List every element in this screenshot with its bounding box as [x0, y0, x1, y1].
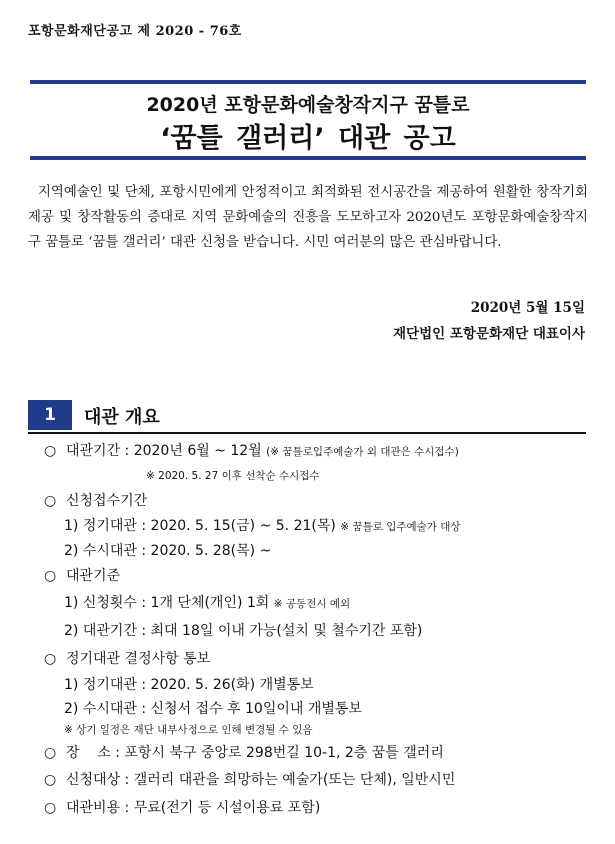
announcement-date: 2020년 5월 15일 [470, 300, 585, 316]
item-fee [44, 797, 320, 817]
app-regular-note: ※ 꿈틀로 입주예술가 대상 [340, 521, 461, 533]
notify-text: 정기대관 결정사항 통보 [66, 651, 211, 667]
item-place [44, 742, 444, 762]
app-regular-text: 1) 정기대관 : 2020. 5. 15(금) ~ 5. 21(목) [64, 518, 336, 534]
item-application [44, 490, 147, 510]
target-text: 신청대상 : 갤러리 대관을 희망하는 예술가(또는 단체), 일반시민 [66, 772, 456, 788]
bullet: ○ [44, 443, 57, 459]
title-rule-bottom [30, 156, 586, 160]
section-number: 1 [28, 400, 72, 430]
app-regular [64, 515, 461, 535]
period-note: (※ 꿈틀로입주예술가 외 대관은 수시접수) [266, 446, 459, 458]
title-box [30, 80, 586, 160]
item-criteria [44, 565, 120, 585]
notify-regular: 1) 정기대관 : 2020. 5. 26(화) 개별통보 [64, 677, 314, 693]
bullet: ○ [44, 568, 57, 584]
title-rule-top [30, 80, 586, 84]
title-line-1: 2020년 포항문화예술창작지구 꿈틀로 [146, 94, 470, 116]
period-sub-note: ※ 2020. 5. 27 이후 선착순 수시접수 [146, 470, 320, 482]
place-text: 장 소 : 포항시 북구 중앙로 298번길 10-1, 2층 꿈틀 갤러리 [66, 745, 444, 761]
crit-count-note: ※ 공동전시 예외 [273, 598, 351, 610]
section-header [28, 400, 586, 434]
criteria-text: 대관기준 [66, 568, 121, 584]
notify-note: ※ 상기 일정은 재단 내부사정으로 인해 변경될 수 있음 [64, 724, 313, 736]
item-period [44, 440, 459, 460]
bullet: ○ [44, 745, 57, 761]
crit-period: 2) 대관기간 : 최대 18일 이내 가능(설치 및 철수기간 포함) [64, 623, 423, 639]
notify-anytime: 2) 수시대관 : 신청서 접수 후 10일이내 개별통보 [64, 701, 362, 717]
item-target [44, 769, 455, 789]
item-notify [44, 648, 210, 668]
intro-paragraph: 지역예술인 및 단체, 포항시민에게 안정적이고 최적화된 전시공간을 제공하여 원활한 창작기회 제공 및 창작활동의 증대로 지역 문화예술의 진흥을 도모하고자 2020년도 포항문화예술창작지구 꿈틀로 ‘꿈틀 갤러리’ 대관 신청을 받습니다. 시민 여러분의 많은 관심바랍니다. [28, 185, 588, 250]
issuer: 재단법인 포항문화재단 대표이사 [393, 326, 585, 342]
bullet: ○ [44, 800, 57, 816]
bullet: ○ [44, 772, 57, 788]
period-text: 대관기간 : 2020년 6월 ~ 12월 [66, 443, 262, 459]
application-text: 신청접수기간 [66, 493, 148, 509]
crit-count-text: 1) 신청횟수 : 1개 단체(개인) 1회 [64, 595, 270, 611]
fee-text: 대관비용 : 무료(전기 등 시설이용료 포함) [66, 800, 321, 816]
bullet: ○ [44, 651, 57, 667]
app-anytime: 2) 수시대관 : 2020. 5. 28(목) ~ [64, 543, 272, 559]
title-line-2: ‘꿈틀 갤러리’ 대관 공고 [160, 123, 456, 154]
notice-number: 포항문화재단공고 제 2020 - 76호 [28, 24, 242, 39]
section-title: 대관 개요 [84, 407, 160, 428]
bullet: ○ [44, 493, 57, 509]
crit-count [64, 592, 350, 612]
